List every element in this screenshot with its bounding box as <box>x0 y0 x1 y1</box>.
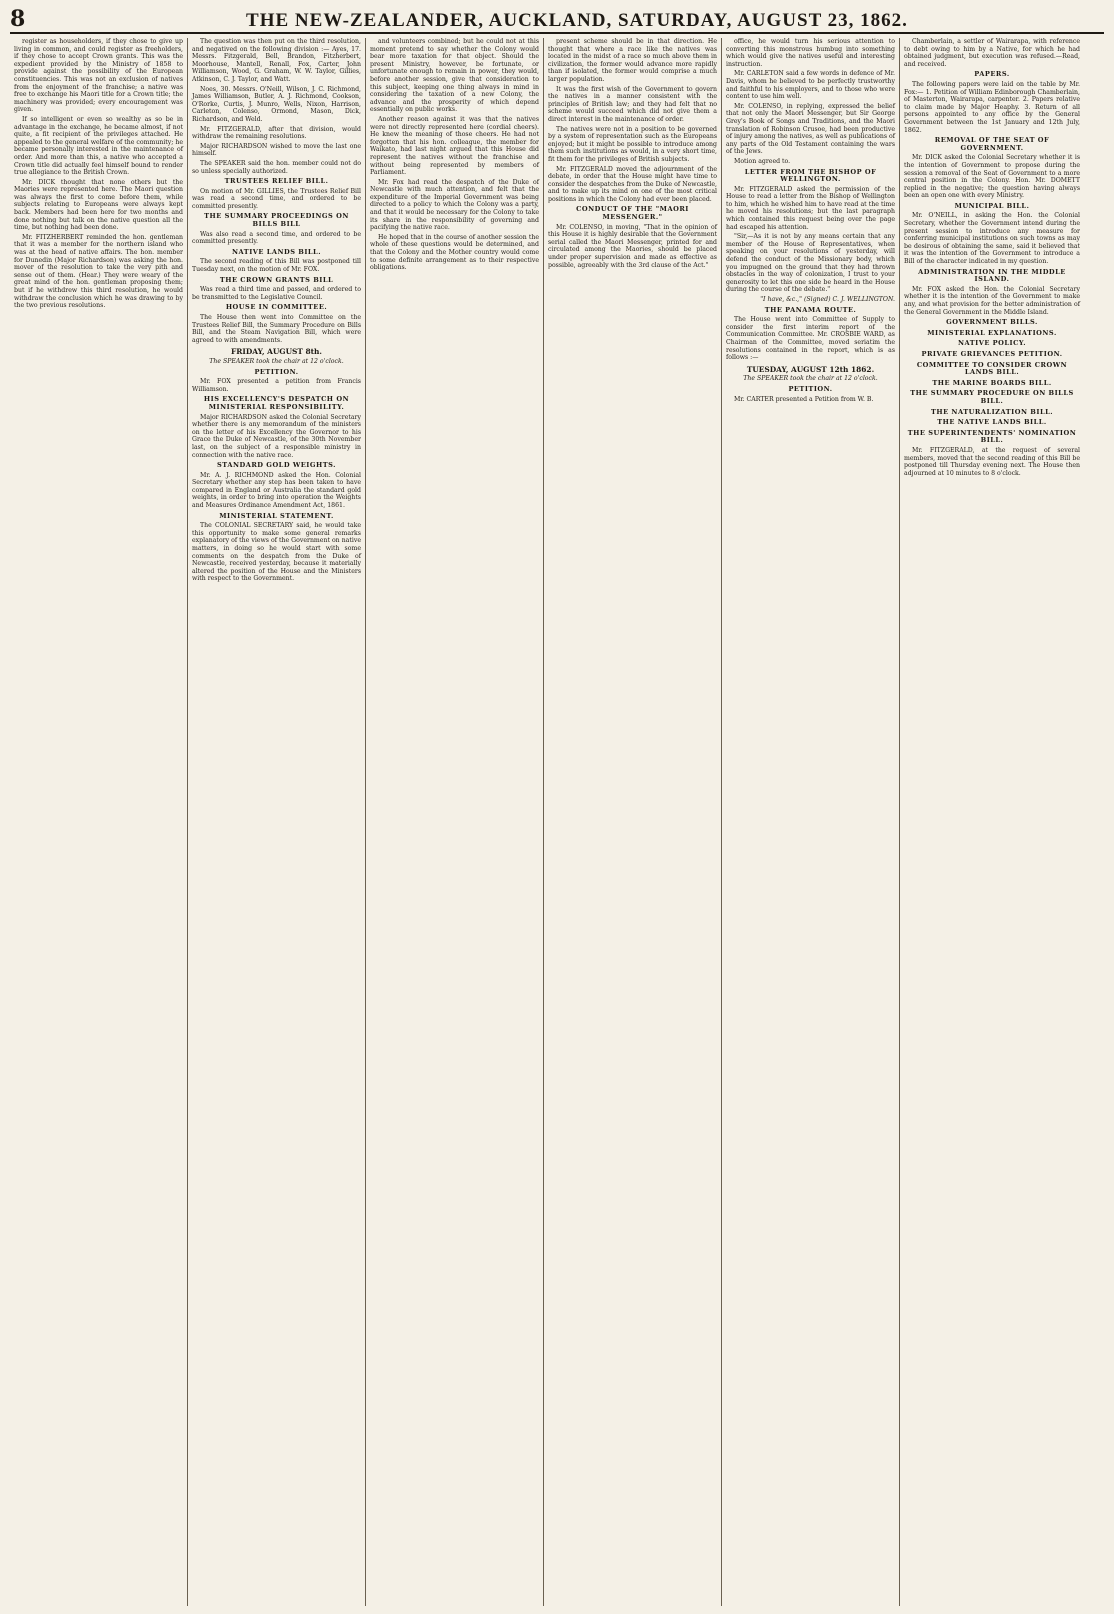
paragraph: Mr. COLENSO, in replying, expressed the belief that not only the Maori Messenger, but Sir George Grey's Book of Songs and Traditions, and the Maori translation of Robinson Crusoe, had been productive of injury among the natives, as well as publications of any parts of the Old Testament containing the wars of the Jews. <box>726 102 895 156</box>
paragraph: Mr. FITZGERALD moved the adjournment of the debate, in order that the House might have time to consider the despatches from the Duke of Newcastle, and to make up its mind on one of the most critical positions in which the Colony had ever been placed. <box>548 165 717 203</box>
section-heading: NATIVE POLICY. <box>957 339 1027 348</box>
section-heading: PETITION. <box>254 367 299 376</box>
paragraph: Mr. CARTER presented a Petition from W. B. <box>734 395 874 403</box>
paragraph: The question was then put on the third resolution, and negatived on the following division :— Ayes, 17. Messrs. Fitzgerald, Bell, Brandon, Fitzherbert, Moorhouse, Mantell, Renall, Fox, Carter, John Williamson, Wood, G. Graham, W. W. Taylor, Gillies, Atkinson, C. J. Taylor, and Watt. <box>192 38 361 83</box>
columns <box>10 38 1104 1606</box>
paragraph: The natives were not in a position to be governed by a system of representation such as the Europeans enjoyed; but it might be possible to introduce among them such institutions as would, in a very short time, fit them for the privileges of British subjects. <box>548 125 717 163</box>
section-heading: HIS EXCELLENCY'S DESPATCH ON MINISTERIAL RESPONSIBILITY. <box>203 395 350 411</box>
section-heading: THE SUMMARY PROCEEDINGS ON BILLS BILL <box>204 212 349 229</box>
section-heading: REMOVAL OF THE SEAT OF GOVERNMENT. <box>934 136 1050 152</box>
paragraph: Mr. DICK asked the Colonial Secretary whether it is the intention of Government to propose during the session a removal of the Seat of Government to a more central position in the Colony. Hon. Mr. DOMETT replied in the negative; the question having always been an open one with every Ministry. <box>904 154 1080 200</box>
paragraph: Mr. FITZGERALD, at the request of several members, moved that the second reading of this Bill be postponed till Thursday evening next. The House then adjourned at 10 minutes to 8 o'clock. <box>904 446 1080 477</box>
section-heading: MINISTERIAL STATEMENT. <box>219 511 334 520</box>
paragraph: It was the first wish of the Government to govern the natives in a manner consistent with the principles of British law; and they had felt that no scheme would succeed which did not give them a direct interest in the maintenance of order. <box>548 85 717 123</box>
paragraph: register as householders, if they chose to give up living in common, and could register as freeholders, if they chose to accept Crown grants. This was the expedient provided by the Ministry of 1858 to provide against the possibility of the European constituencies. This was not an exclusion of natives from the enjoyment of the franchise; a native was free to exchange his Maori title for a Crown title; the machinery was provided; every encouragement was given. <box>14 38 183 114</box>
paragraph: "Sir,—As it is not by any means certain that any member of the House of Representatives, when speaking on your resolutions of yesterday, will defend the conduct of the Missionary body, which you impugned on the ground that they had thrown obstacles in the way of colonization, I trust to your generosity to let this one side be heard in the House during the course of the debate." <box>726 233 895 294</box>
section-heading: COMMITTEE TO CONSIDER CROWN LANDS BILL. <box>916 360 1068 377</box>
section-heading: PRIVATE GRIEVANCES PETITION. <box>921 349 1063 358</box>
paragraph: The House then went into Committee on the Trustees Relief Bill, the Summary Procedure on Bills Bill, and the Steam Navigation Bill, which were agreed to with amendments. <box>192 314 361 344</box>
column-4 <box>544 38 722 1606</box>
paragraph: Mr. FOX asked the Hon. the Colonial Secretary whether it is the intention of the Government to make any, and what provision for the better administration of the General Government in the Middle Island. <box>904 285 1080 316</box>
paragraph: Mr. Fox had read the despatch of the Duke of Newcastle with much attention, and felt that the expenditure of the Imperial Government was being directed to a policy to which the Colony was a party, and that it would be necessary for the Colony to take its share in the responsibility of governing and pacifying the native race. <box>370 178 539 232</box>
paragraph: On motion of Mr. GILLIES, the Trustees Relief Bill was read a second time, and ordered to be committed presently. <box>192 187 361 210</box>
paragraph: Mr. FITZGERALD asked the permission of the House to read a letter from the Bishop of Wellington to him, which he wished him to have read at the time he moved his resolutions; but the last paragraph which contained this request being over the page had escaped his attention. <box>726 185 895 231</box>
column-1 <box>10 38 188 1606</box>
section-heading: PETITION. <box>788 384 833 393</box>
column-6 <box>900 38 1084 1606</box>
paragraph: Noes, 30. Messrs. O'Neill, Wilson, J. C. Richmond, James Williamson, Butler, A. J. Richmond, Cookson, O'Rorke, Curtis, J. Munro, Wells, Nixon, Harrison, Carleton, Colenso, Ormond, Mason, Dick, Richardson, and Weld. <box>192 85 361 123</box>
section-heading: THE SUMMARY PROCEDURE ON BILLS BILL. <box>910 389 1074 405</box>
paragraph: Mr. FITZGERALD, after that division, would withdraw the remaining resolutions. <box>192 125 361 141</box>
paragraph: Mr. FOX presented a petition from Francis Williamson. <box>192 378 361 393</box>
section-heading: NATIVE LANDS BILL. <box>232 247 321 256</box>
paragraph: Major RICHARDSON wished to move the last one himself. <box>192 142 361 158</box>
paragraph: Mr. O'NEILL, in asking the Hon. the Colonial Secretary, whether the Government intend during the present session to introduce any measure for conferring municipal institutions on such towns as may be desirous of obtaining the same, said it believed that it was the intention of the Government to introduce a Bill of the character indicated in my question. <box>904 212 1080 266</box>
section-heading: MINISTERIAL EXPLANATIONS. <box>927 328 1057 337</box>
section-heading: MUNICIPAL BILL. <box>954 201 1030 210</box>
section-heading: THE PANAMA ROUTE. <box>764 305 857 314</box>
paragraph: office, he would turn his serious attention to converting this monstrous humbug into something which would give the natives useful and interesting instruction. <box>726 38 895 68</box>
section-heading: THE NATIVE LANDS BILL. <box>937 418 1047 427</box>
paragraph: The following papers were laid on the table by Mr. Fox:— 1. Petition of William Edinborough Chamberlain, of Masterton, Wairarapa, carpenter. 2. Papers relative to claim made by Major Heaphy. 3. Return of all persons appointed to any office by the General Government between the 1st January and 12th July, 1862. <box>904 80 1080 134</box>
day-meta: The SPEAKER took the chair at 12 o'clock. <box>743 375 878 383</box>
column-3 <box>366 38 544 1606</box>
paragraph: and volunteers combined; but he could not at this moment pretend to say whether the Colony would bear more taxation for that object. Should the present Ministry, however, be fortunate, or unfortunate enough to remain in power, they would, before another session, give that consideration to this subject, keeping one thing always in mind in considering the taxation of a new Colony, the advance and the prosperity of which depend essentially on public works. <box>370 38 539 114</box>
column-5 <box>722 38 900 1606</box>
paragraph: Mr. A. J. RICHMOND asked the Hon. Colonial Secretary whether any step has been taken to have compared in England or Australia the standard gold weights, in order to bring into operation the Weights and Measures Ordinance Amendment Act, 1861. <box>192 471 361 510</box>
paragraph: Was also read a second time, and ordered to be committed presently. <box>192 230 361 246</box>
paragraph: Mr. DICK thought that none others but the Maories were represented here. The Maori question was always the first to come before them, while subjects relating to Europeans were always kept back. Members had been here for two months and done nothing but talk on the native question all the time, but nothing had been done. <box>14 178 183 232</box>
paragraph: The SPEAKER said the hon. member could not do so unless specially authorized. <box>192 159 361 175</box>
paragraph: Chamberlain, a settler of Wairarapa, with reference to debt owing to him by a Native, for which he had obtained judgment, but execution was refused.—Read, and received. <box>904 38 1080 68</box>
section-heading: THE CROWN GRANTS BILL <box>219 275 334 284</box>
paragraph: Motion agreed to. <box>734 157 791 165</box>
paragraph: Mr. COLENSO, in moving, "That in the opinion of this House it is highly desirable that the Government serial called the Maori Messenger, printed for and circulated among the Maories, should be placed under proper supervision and made as effective as possible, agreeably with the 3rd clause of the Act." <box>548 223 717 269</box>
paragraph: If so intelligent or even so wealthy as so be in advantage in the exchange, he became almost, if not quite, a fit recipient of the privileges attached. He appealed to the general welfare of the community; he became personally interested in the maintenance of order. And more than this, a native who accepted a Crown title did actually feel himself bound to render true allegiance to the British Crown. <box>14 115 183 177</box>
section-heading: THE NATURALIZATION BILL. <box>930 407 1054 416</box>
paragraph: present scheme should be in that direction. He thought that where a race like the natives was located in the midst of a race so much above them in civilization, the former would advance more rapidly than if isolated, the former would comprise a much larger population. <box>548 38 717 83</box>
section-heading: THE SUPERINTENDENTS' NOMINATION BILL. <box>907 428 1077 445</box>
day-heading: FRIDAY, AUGUST 8th. <box>231 347 322 357</box>
paragraph: Mr. CARLETON said a few words in defence of Mr. Davis, whom he believed to be perfectly trustworthy and faithful to his employers, and to those who were content to use him well. <box>726 70 895 101</box>
paragraph: The COLONIAL SECRETARY said, he would take this opportunity to make some general remarks explanatory of the views of the Government on native matters, in doing so he would start with some comments on the despatch from the Duke of Newcastle, received yesterday, because it materially altered the position of the House and the Ministers with respect to the Government. <box>192 522 361 583</box>
section-heading: PAPERS. <box>974 70 1010 79</box>
paragraph: The second reading of this Bill was postponed till Tuesday next, on the motion of Mr. FOX. <box>192 258 361 274</box>
paragraph: Was read a third time and passed, and ordered to be transmitted to the Legislative Council. <box>192 286 361 301</box>
paragraph: He hoped that in the course of another session the whole of these questions would be determined, and that the Colony and the Mother country would come to some definite arrangement as to their respective obligations. <box>370 233 539 272</box>
newspaper-title: THE NEW-ZEALANDER, AUCKLAND, SATURDAY, AUGUST 23, 1862. <box>246 10 908 31</box>
masthead <box>10 6 1104 34</box>
section-heading: STANDARD GOLD WEIGHTS. <box>217 461 336 470</box>
section-heading: HOUSE IN COMMITTEE. <box>225 303 328 312</box>
paragraph: Major RICHARDSON asked the Colonial Secretary whether there is any memorandum of the ministers on the letter of his Excellency the Governor to his Grace the Duke of Newcastle, of the 30th November last, on the subject of a responsible ministry in connection with the native race. <box>192 413 361 459</box>
section-heading: GOVERNMENT BILLS. <box>946 318 1038 327</box>
paragraph: Mr. FITZHERBERT reminded the hon. gentleman that it was a member for the northern island who was at the head of native affairs. The hon. member for Dunedin (Major Richardson) was asking the hon. mover of the resolution to take the very pith and sense out of them. (Hear.) They were weary of the great mind of the hon. gentleman proposing them; but if he withdrew this third resolution, he would withdraw the conclusion which he was drawing to by the two previous resolutions. <box>14 233 183 310</box>
paragraph: The House went into Committee of Supply to consider the first interim report of the Communication Committee. Mr. CROSBIE WARD, as Chairman of the Committee, moved seriatim the resolutions contained in the report, which is as follows :— <box>726 316 895 362</box>
section-heading: TRUSTEES RELIEF BILL. <box>224 177 329 186</box>
page-number: 8 <box>10 6 26 32</box>
letter-signature: "I have, &c.," (Signed) C. J. WELLINGTON. <box>760 296 895 303</box>
section-heading: CONDUCT OF THE "MAORI MESSENGER." <box>576 205 689 222</box>
section-heading: THE MARINE BOARDS BILL. <box>932 378 1052 387</box>
section-heading: LETTER FROM THE BISHOP OF WELLINGTON. <box>744 167 877 184</box>
paragraph: Another reason against it was that the natives were not directly represented here (cordial cheers). He knew the meaning of those cheers. He had not forgotten that his hon. colleague, the member for Waikato, had last night argued that this House did represent the natives without the franchise and without being represented by members of Parliament. <box>370 115 539 177</box>
day-heading: TUESDAY, AUGUST 12th 1862. <box>746 364 875 374</box>
column-2 <box>188 38 366 1606</box>
section-heading: ADMINISTRATION IN THE MIDDLE ISLAND. <box>918 267 1066 284</box>
day-meta: The SPEAKER took the chair at 12 o'clock. <box>209 357 344 365</box>
